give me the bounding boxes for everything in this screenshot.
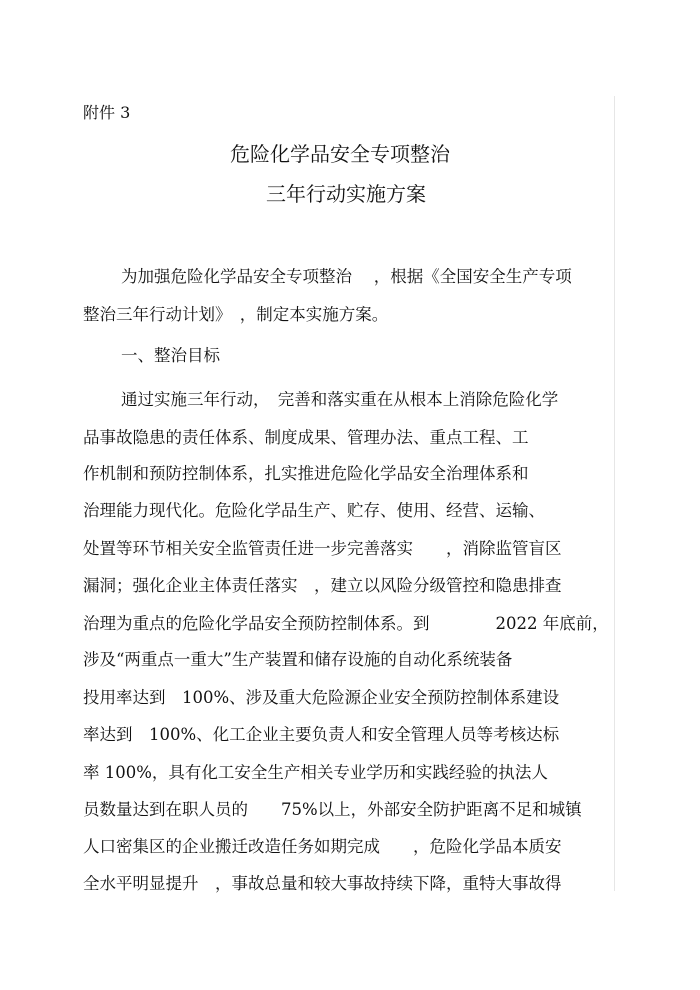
body-line: 率 100%，具有化工安全生产相关专业学历和实践经验的执法人 bbox=[83, 763, 548, 782]
body-line: 员数量达到在职人员的 75%以上，外部安全防护距离不足和城镇 bbox=[83, 800, 582, 819]
body-line: 处置等环节相关安全监管责任进一步完善落实 ，消除监管盲区 bbox=[83, 539, 562, 558]
body-line: 作机制和预防控制体系，扎实推进危险化学品安全治理体系和 bbox=[83, 464, 529, 483]
body-line: 投用率达到 100%、涉及重大危险源企业安全预防控制体系建设 bbox=[83, 688, 560, 707]
attachment-label: 附件 3 bbox=[83, 103, 131, 122]
body-line: 品事故隐患的责任体系、制度成果、管理办法、重点工程、工 bbox=[83, 428, 529, 447]
body-line: 涉及“两重点一重大”生产装置和储存设施的自动化系统装备 bbox=[83, 650, 513, 669]
body-line: 全水平明显提升 ，事故总量和较大事故持续下降，重特大事故得 bbox=[83, 874, 562, 893]
body-line: 治理能力现代化。危险化学品生产、贮存、使用、经营、运输、 bbox=[83, 501, 545, 520]
section-heading: 一、整治目标 bbox=[121, 346, 220, 365]
intro-line: 为加强危险化学品安全专项整治 ，根据《全国安全生产专项 bbox=[121, 267, 572, 286]
document-title-line-1: 危险化学品安全专项整治 bbox=[230, 142, 450, 166]
body-line: 治理为重点的危险化学品安全预防控制体系。到 2022 年底前， bbox=[83, 614, 609, 633]
body-line: 人口密集区的企业搬迁改造任务如期完成 ，危险化学品本质安 bbox=[83, 837, 562, 856]
page-edge-line bbox=[614, 96, 615, 891]
intro-line: 整治三年行动计划》 ，制定本实施方案。 bbox=[83, 305, 389, 324]
body-line: 通过实施三年行动， 完善和落实重在从根本上消除危险化学 bbox=[121, 390, 559, 409]
body-line: 率达到 100%、化工企业主要负责人和安全管理人员等考核达标 bbox=[83, 725, 560, 744]
body-line: 漏洞；强化企业主体责任落实 ，建立以风险分级管控和隐患排查 bbox=[83, 576, 562, 595]
document-title-line-2: 三年行动实施方案 bbox=[266, 182, 426, 206]
